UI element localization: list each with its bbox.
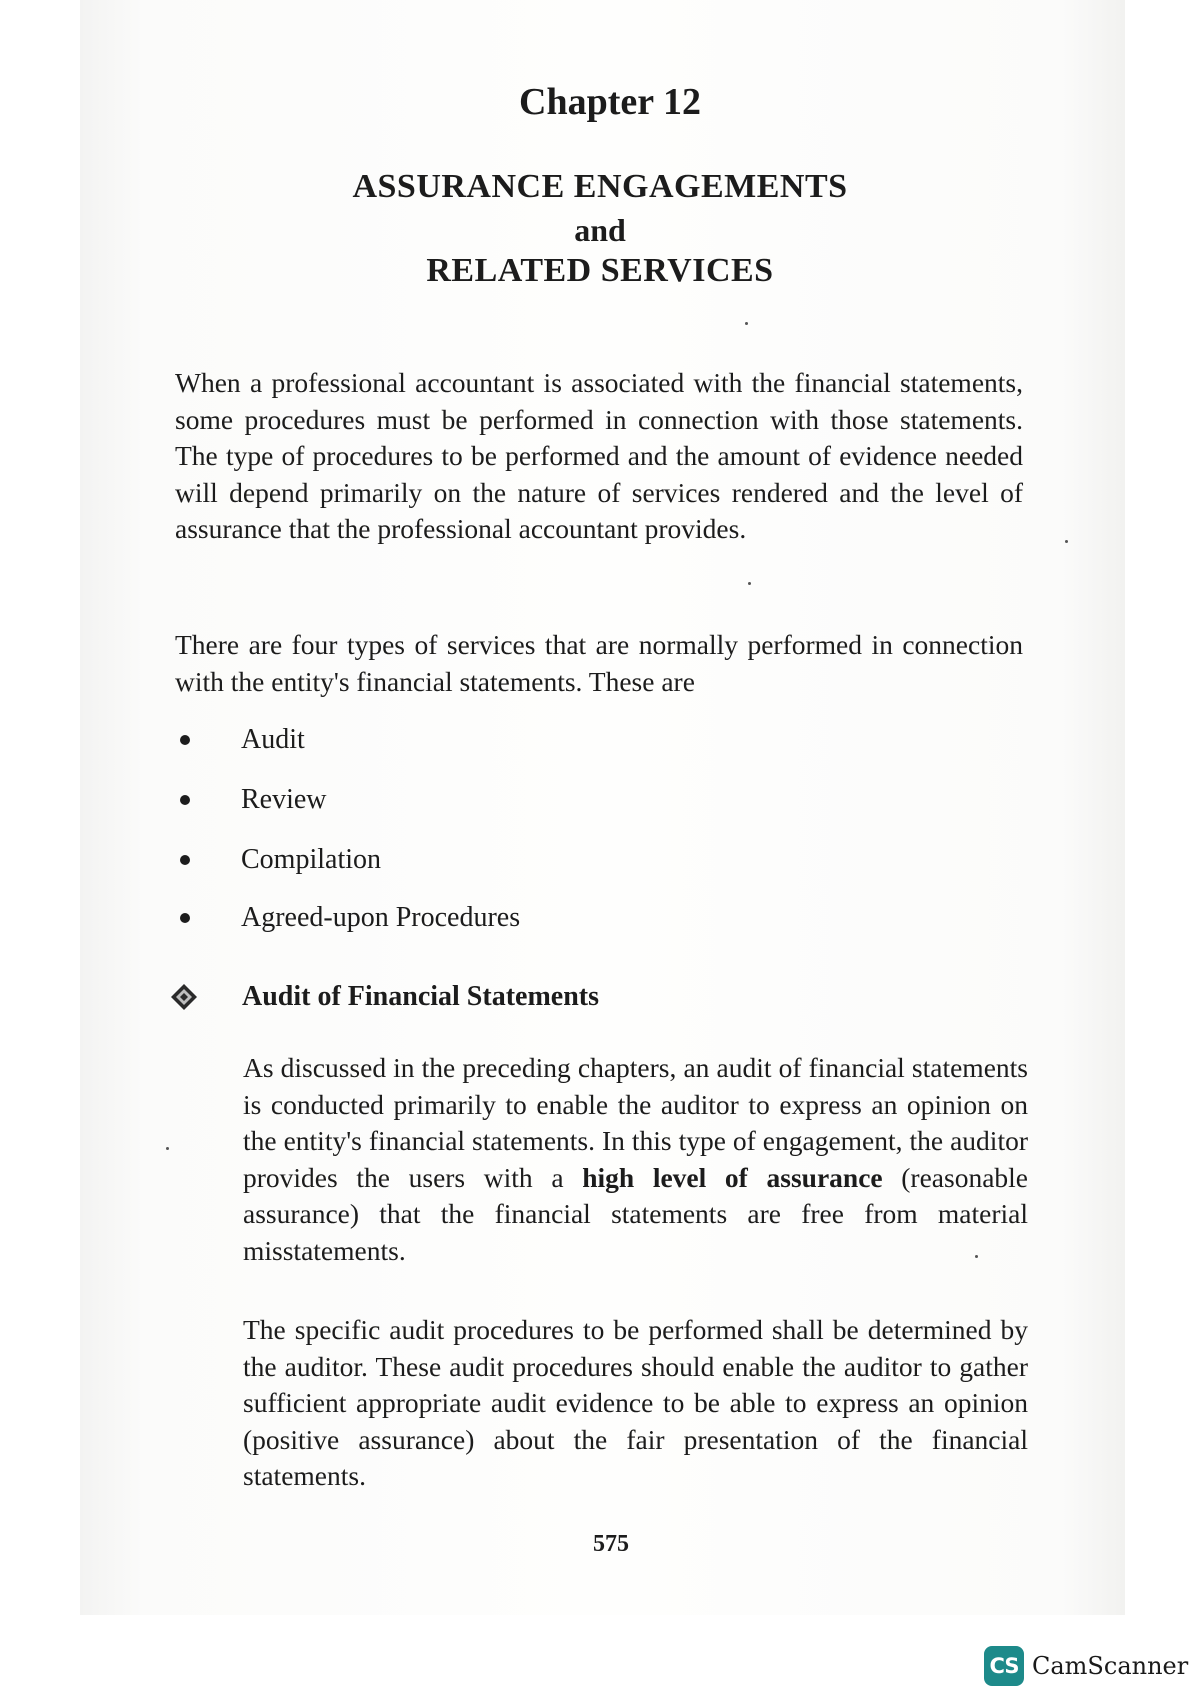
chapter-title: Chapter 12 — [519, 81, 701, 123]
diamond-icon — [170, 983, 198, 1011]
scan-speck — [748, 582, 751, 585]
bullet-icon — [180, 855, 190, 865]
intro-paragraph-2: There are four types of services that are normally performed in connection with the entity's financial statements. These are — [175, 629, 1023, 697]
service-label: Agreed-upon Procedures — [241, 902, 521, 933]
service-label: Audit — [241, 724, 305, 755]
camscanner-name: CamScanner — [1032, 1652, 1189, 1680]
scan-speck — [1065, 540, 1068, 543]
bullet-icon — [180, 795, 190, 805]
section-paragraph-1-text: As discussed in the preceding chapters, an audit of financial statements is conducted primarily to enable the auditor to express an opinion on the entity's financial statements. In this type of engagement, the auditor provides the users with a — [243, 1052, 1028, 1193]
section-heading: Audit of Financial Statements — [242, 981, 599, 1012]
camscanner-logo: CS — [984, 1646, 1024, 1686]
service-label: Review — [241, 784, 327, 815]
service-label: Compilation — [241, 844, 381, 875]
emphasis-high-level-of-assurance: high level of assurance — [582, 1161, 883, 1193]
section-paragraph-2: The specific audit procedures to be performed shall be determined by the auditor. These audit procedures should enable the auditor to gather sufficient appropriate audit evidence to be able to express an opinion (positive assurance) about the fair presentation of the financial statements. — [243, 1314, 1028, 1491]
bullet-icon — [180, 735, 190, 745]
section-paragraph-1 — [243, 1050, 1028, 1269]
scan-speck — [975, 1255, 978, 1258]
section-paragraph-1-text-end: (reasonable assurance) that the financial statements are free from material misstatements. — [243, 1161, 1028, 1266]
bullet-icon — [180, 913, 190, 923]
scan-speck — [745, 322, 748, 325]
page-number: 575 — [593, 1531, 629, 1557]
intro-paragraph-1: When a professional accountant is associated with the financial statements, some procedures must be performed in connection with those statements. The type of procedures to be performed and the amount of evidence needed will depend primarily on the nature of services rendered and the level of assurance that the professional accountant provides. — [175, 367, 1023, 544]
chapter-heading-line-2: and — [574, 212, 626, 248]
scan-speck — [166, 1147, 169, 1150]
chapter-heading-line-1: ASSURANCE ENGAGEMENTS — [352, 168, 848, 205]
chapter-heading-line-3: RELATED SERVICES — [426, 252, 774, 289]
